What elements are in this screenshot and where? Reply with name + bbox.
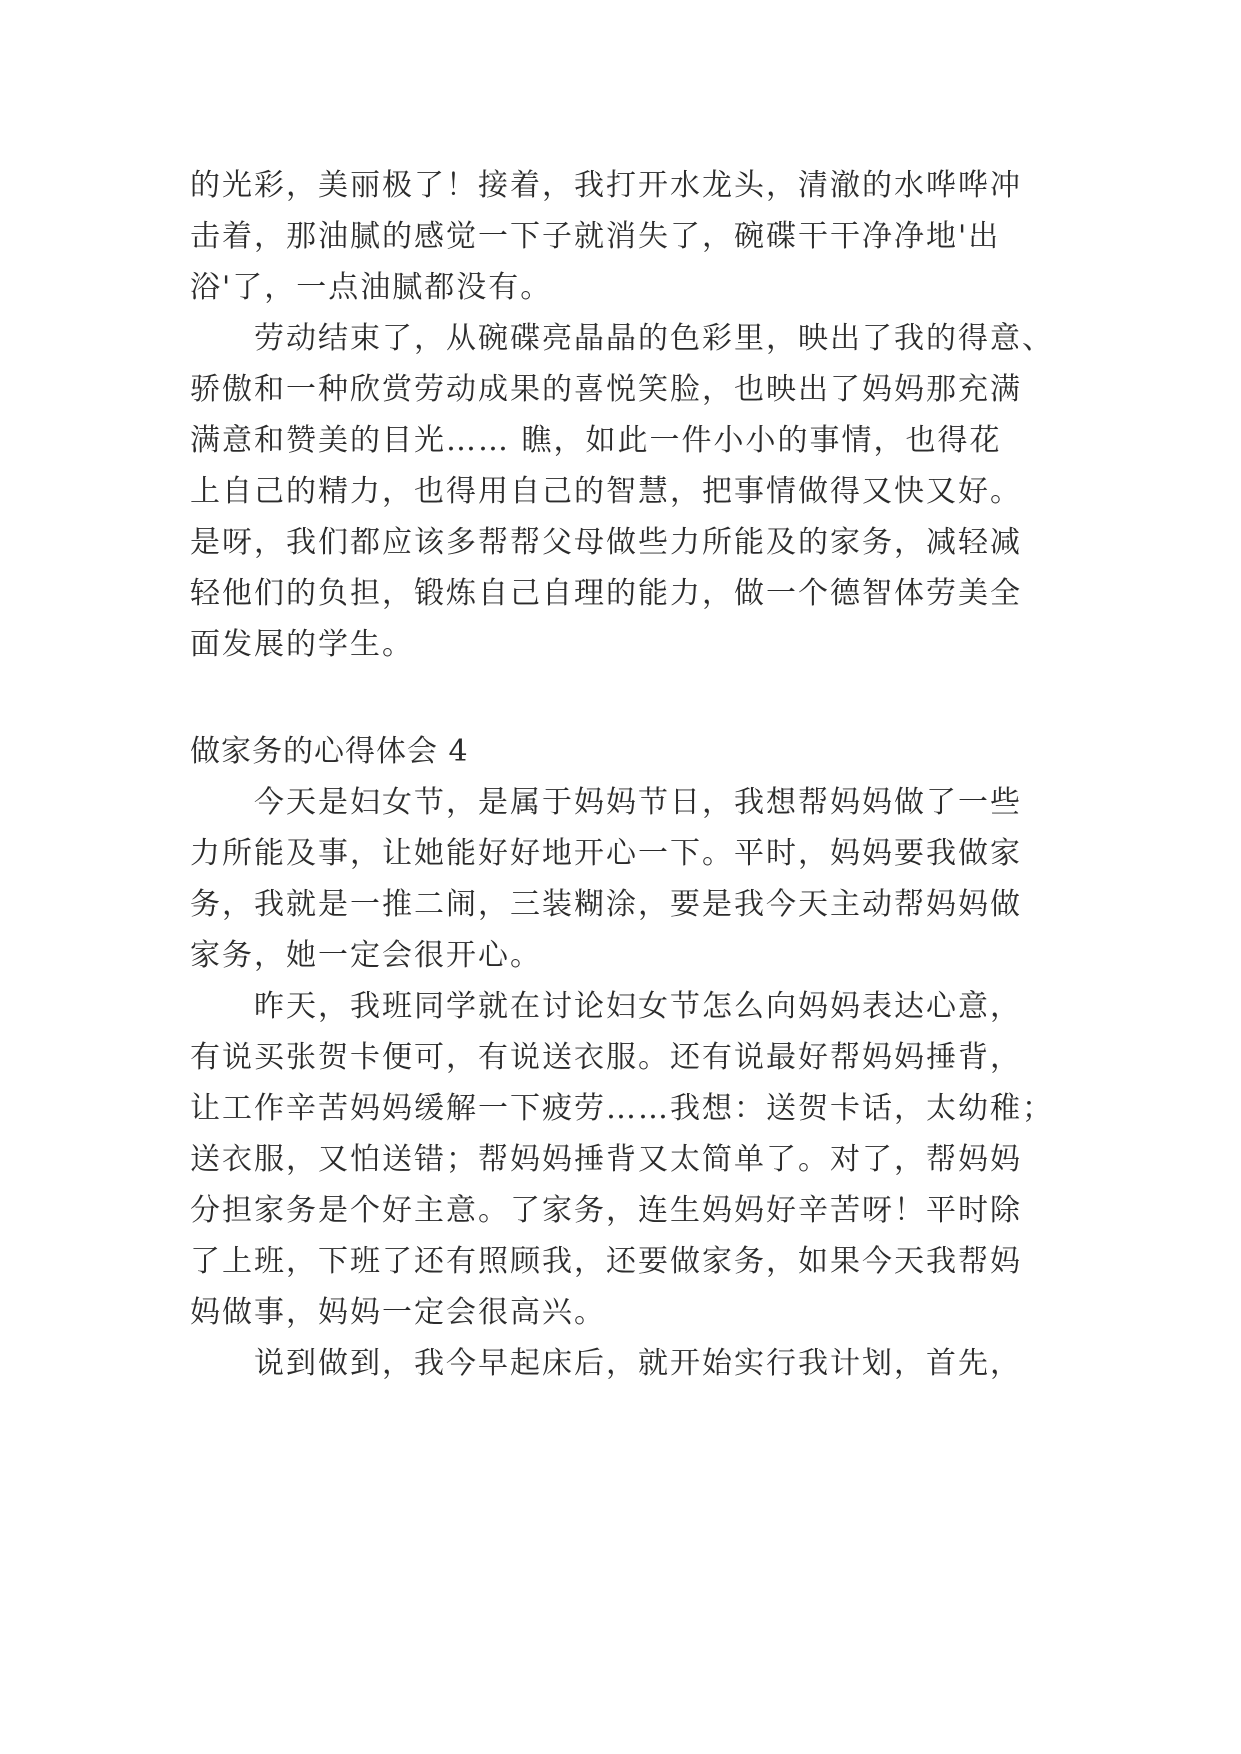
text-line: 妈做事，妈妈一定会很高兴。 — [190, 1295, 606, 1330]
paragraph — [190, 981, 1060, 1338]
text-line: 说到做到，我今早起床后，就开始实行我计划，首先， — [254, 1346, 1022, 1381]
text-line: 分担家务是个好主意。了家务，连生妈妈好辛苦呀！平时除 — [190, 1193, 1022, 1228]
text-line: 送衣服，又怕送错；帮妈妈捶背又太简单了。对了，帮妈妈 — [190, 1142, 1022, 1177]
text-line: 让工作辛苦妈妈缓解一下疲劳……我想：送贺卡话，太幼稚； — [190, 1091, 1054, 1126]
text-line: 今天是妇女节，是属于妈妈节日，我想帮妈妈做了一些 — [254, 785, 1022, 820]
text-line: 的光彩，美丽极了！接着，我打开水龙头，清澈的水哗哗冲 — [190, 168, 1022, 203]
paragraph — [190, 777, 1060, 981]
text-line: 是呀，我们都应该多帮帮父母做些力所能及的家务，减轻减 — [190, 525, 1022, 560]
text-line: 有说买张贺卡便可，有说送衣服。还有说最好帮妈妈捶背， — [190, 1040, 1022, 1075]
text-line: 昨天，我班同学就在讨论妇女节怎么向妈妈表达心意， — [254, 989, 1022, 1024]
section-heading: 做家务的心得体会 4 — [190, 734, 469, 769]
document-body — [190, 160, 1060, 1389]
text-line: 了上班，下班了还有照顾我，还要做家务，如果今天我帮妈 — [190, 1244, 1022, 1279]
text-line: 击着，那油腻的感觉一下子就消失了，碗碟干干净净地'出 — [190, 219, 1001, 254]
section-spacer — [190, 670, 1060, 726]
text-line: 满意和赞美的目光…… 瞧，如此一件小小的事情，也得花 — [190, 423, 1002, 458]
paragraph — [190, 1338, 1060, 1389]
text-line: 劳动结束了，从碗碟亮晶晶的色彩里，映出了我的得意、 — [254, 321, 1054, 356]
text-line: 家务，她一定会很开心。 — [190, 938, 542, 973]
text-line: 力所能及事，让她能好好地开心一下。平时，妈妈要我做家 — [190, 836, 1022, 871]
text-line: 轻他们的负担，锻炼自己自理的能力，做一个德智体劳美全 — [190, 576, 1022, 611]
paragraph — [190, 313, 1060, 670]
text-line: 浴'了，一点油腻都没有。 — [190, 270, 553, 305]
paragraph — [190, 160, 1060, 313]
text-line: 务，我就是一推二闹，三装糊涂，要是我今天主动帮妈妈做 — [190, 887, 1022, 922]
text-line: 上自己的精力，也得用自己的智慧，把事情做得又快又好。 — [190, 474, 1022, 509]
text-line: 骄傲和一种欣赏劳动成果的喜悦笑脸，也映出了妈妈那充满 — [190, 372, 1022, 407]
text-line: 面发展的学生。 — [190, 627, 414, 662]
